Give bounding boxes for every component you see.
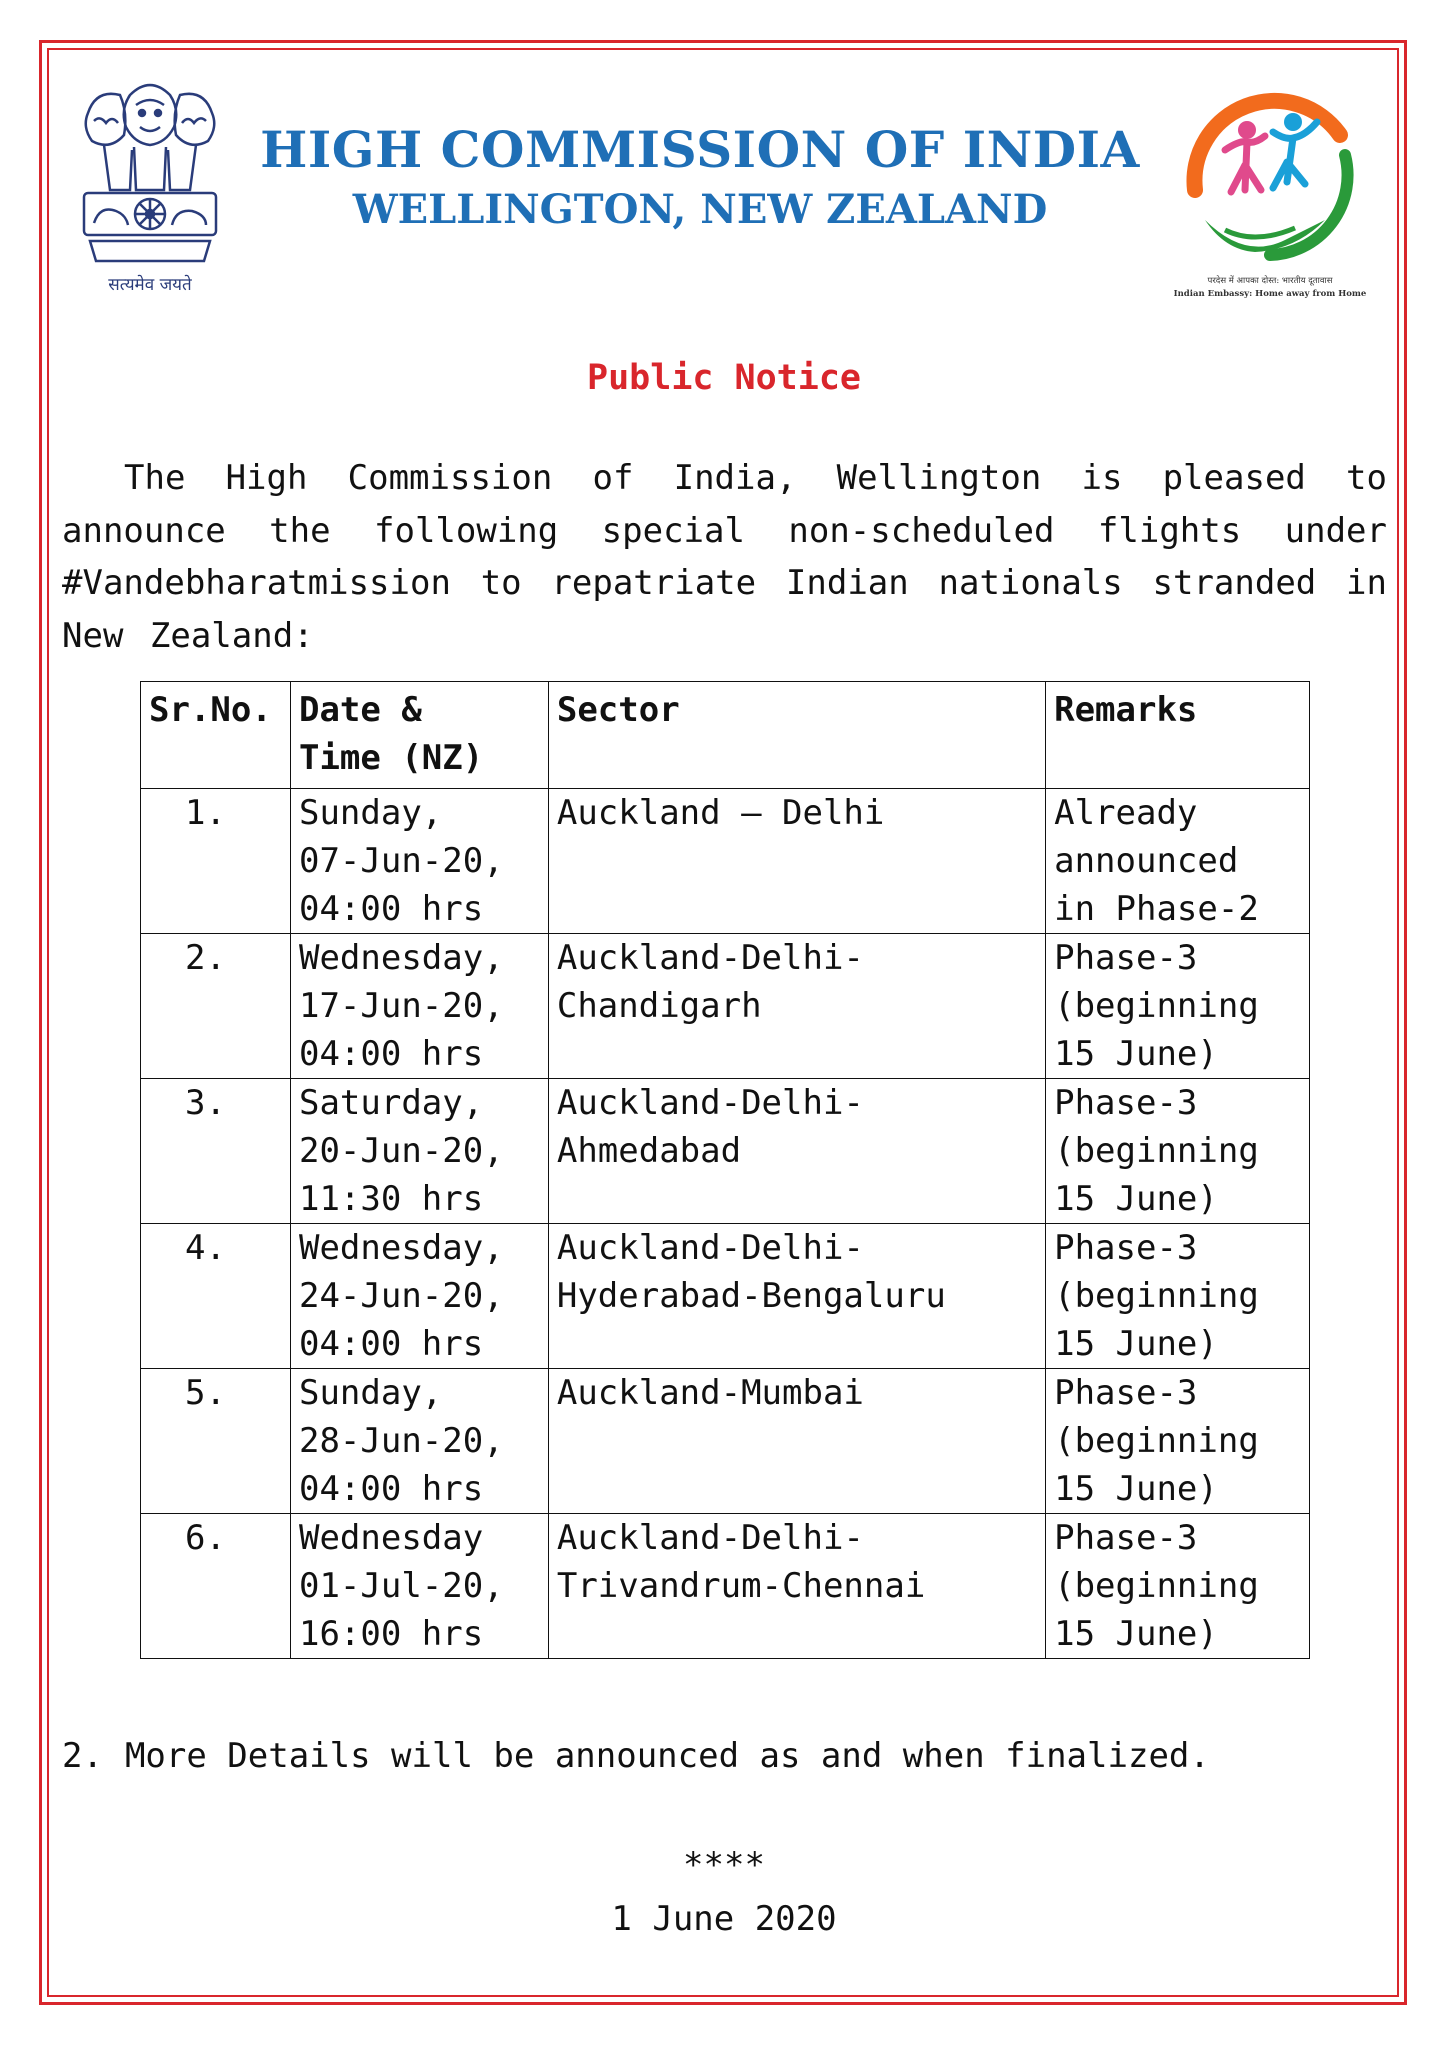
cell-remarks: Phase-3 (beginning 15 June) xyxy=(1046,934,1310,1079)
cell-remarks: Phase-3 (beginning 15 June) xyxy=(1046,1514,1310,1659)
end-marker: **** xyxy=(683,1845,765,1885)
logo-caption-english: Indian Embassy: Home away from Home xyxy=(1173,289,1367,299)
cell-remarks: Phase-3 (beginning 15 June) xyxy=(1046,1224,1310,1369)
cell-sector: Auckland – Delhi xyxy=(548,789,1045,934)
cell-datetime: Wednesday 01-Jul-20, 16:00 hrs xyxy=(290,1514,548,1659)
intro-paragraph: The High Commission of India, Wellington is pleased to announce the following special non-scheduled flights under #Vandebharatmission to repatriate Indian nationals stranded in New Zealand: xyxy=(62,458,1387,656)
table-header-row xyxy=(141,682,1310,789)
notice-title: Public Notice xyxy=(587,358,861,398)
cell-remarks: Already announced in Phase-2 xyxy=(1046,789,1310,934)
table-row xyxy=(141,1079,1310,1224)
ashoka-emblem-icon xyxy=(70,65,230,305)
cell-remarks: Phase-3 (beginning 15 June) xyxy=(1046,1079,1310,1224)
table-row xyxy=(141,1514,1310,1659)
column-header-datetime: Date & Time (NZ) xyxy=(290,682,548,789)
cell-sector: Auckland-Delhi- Trivandrum-Chennai xyxy=(548,1514,1045,1659)
cell-remarks: Phase-3 (beginning 15 June) xyxy=(1046,1369,1310,1514)
page-title: HIGH COMMISSION OF INDIA xyxy=(260,120,1140,179)
paragraph-number: 2. xyxy=(62,1736,103,1776)
cell-datetime: Wednesday, 24-Jun-20, 04:00 hrs xyxy=(290,1224,548,1369)
cell-srno: 1. xyxy=(141,789,291,934)
column-header-remarks: Remarks xyxy=(1046,682,1310,789)
cell-datetime: Sunday, 07-Jun-20, 04:00 hrs xyxy=(290,789,548,934)
flights-table xyxy=(140,681,1310,1659)
paragraph-2-text: More Details will be announced as and when finalized. xyxy=(124,1736,1210,1776)
cell-sector: Auckland-Delhi- Hyderabad-Bengaluru xyxy=(548,1224,1045,1369)
cell-sector: Auckland-Mumbai xyxy=(548,1369,1045,1514)
table-row xyxy=(141,1224,1310,1369)
column-header-srno: Sr.No. xyxy=(141,682,291,789)
cell-sector: Auckland-Delhi- Chandigarh xyxy=(548,934,1045,1079)
logo-caption xyxy=(1150,275,1390,301)
paragraph-2 xyxy=(62,1730,1382,1782)
page-subtitle: WELLINGTON, NEW ZEALAND xyxy=(352,186,1048,233)
cell-srno: 4. xyxy=(141,1224,291,1369)
notice-date: 1 June 2020 xyxy=(611,1899,837,1939)
emblem-motto: सत्यमेव जयते xyxy=(108,275,192,295)
table-row xyxy=(141,934,1310,1079)
cell-srno: 5. xyxy=(141,1369,291,1514)
letterhead xyxy=(240,120,1160,238)
cell-srno: 6. xyxy=(141,1514,291,1659)
cell-datetime: Saturday, 20-Jun-20, 11:30 hrs xyxy=(290,1079,548,1224)
cell-sector: Auckland-Delhi- Ahmedabad xyxy=(548,1079,1045,1224)
cell-datetime: Wednesday, 17-Jun-20, 04:00 hrs xyxy=(290,934,548,1079)
home-away-from-home-logo-icon xyxy=(1165,70,1375,300)
cell-srno: 2. xyxy=(141,934,291,1079)
cell-srno: 3. xyxy=(141,1079,291,1224)
table-row xyxy=(141,1369,1310,1514)
cell-datetime: Sunday, 28-Jun-20, 04:00 hrs xyxy=(290,1369,548,1514)
table-row xyxy=(141,789,1310,934)
logo-caption-hindi: परदेस में आपका दोस्त: भारतीय दूतावास xyxy=(1207,276,1333,286)
column-header-sector: Sector xyxy=(548,682,1045,789)
